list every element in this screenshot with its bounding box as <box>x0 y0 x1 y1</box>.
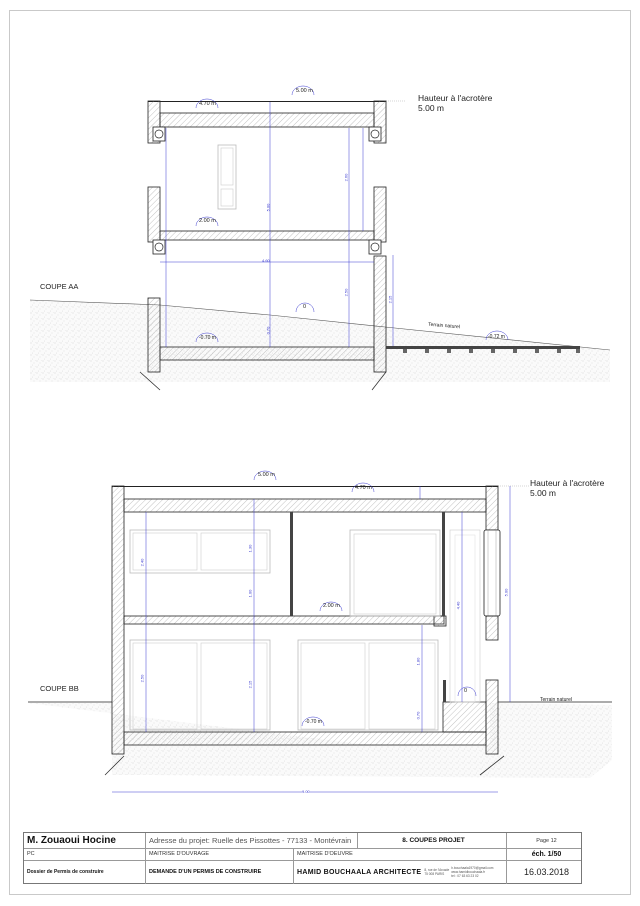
pc-label: PC <box>24 848 146 860</box>
coupe-bb-acrotere-value: 5.00 m <box>530 488 556 498</box>
architect-block <box>294 860 507 884</box>
level-bb-floor1: 2.00 m <box>323 603 340 609</box>
architect-address-1: 8, rue de l'Arcade <box>424 868 450 872</box>
architect-address-2: 75 008 PARIS <box>424 872 445 876</box>
dim-bb-lower-left: 2.50 <box>139 674 145 683</box>
coupe-bb <box>28 486 612 792</box>
dim-bb-stair: 4.40 <box>455 601 461 610</box>
coupe-aa-terrain-label: Terrain naturel <box>427 321 461 331</box>
coupe-bb-terrain-label: Terrain naturel <box>540 697 572 703</box>
maitrise-ouvrage-label: MAITRISE D'OUVRAGE <box>146 848 294 860</box>
architect-name: HAMID BOUCHAALA ARCHITECTE <box>297 868 422 876</box>
page-number: Page 12 <box>536 837 557 844</box>
dim-aa-floor: 2.60 <box>343 173 349 182</box>
dim-aa-width: 4.60 <box>262 258 270 263</box>
level-aa-roof: 4.70 m <box>199 101 216 107</box>
level-aa-top: 5.00 m <box>296 88 313 94</box>
dim-bb-total: 5.00 <box>503 588 509 597</box>
date: 16.03.2018 <box>523 867 570 877</box>
level-bb-top: 5.00 m <box>258 472 275 478</box>
maitrise-oeuvre-label: MAITRISE D'OEUVRE <box>294 848 507 860</box>
coupe-bb-title: COUPE BB <box>40 684 79 693</box>
dim-bb-sill: 1.00 <box>247 589 253 598</box>
level-aa-floor1: 2.00 m <box>199 218 216 224</box>
dim-aa-d7: 0.70 <box>265 326 271 335</box>
coupe-aa-acrotere-label: Hauteur à l'acrotère <box>418 93 493 103</box>
coupe-aa-title: COUPE AA <box>40 282 79 291</box>
level-bb-ground: 0 <box>464 688 468 694</box>
coupe-bb-acrotere-label: Hauteur à l'acrotère <box>530 478 605 488</box>
level-aa-basement: -0.70 m <box>199 335 216 341</box>
level-bb-basement: -0.70 m <box>305 719 322 725</box>
dossier-label: Dossier de Permis de construire <box>24 860 146 884</box>
project-address: Adresse du projet: Ruelle des Pissottes - 77133 - Montévrain <box>149 836 352 845</box>
architect-web: www.hamidbouchaala.fr <box>451 870 486 874</box>
sheet-title: 8. COUPES PROJET <box>357 833 507 848</box>
architect-email: h.bouchaala1970@gmail.com <box>451 866 494 870</box>
demande-label: DEMANDE D'UN PERMIS DE CONSTRUIRE <box>146 860 294 884</box>
dim-bb-upper-left: 2.40 <box>139 558 145 567</box>
title-block <box>23 832 582 884</box>
coupe-aa <box>30 101 610 390</box>
dim-aa-lower: 2.50 <box>343 288 349 297</box>
dim-bb-r2: 0.70 <box>415 711 421 720</box>
level-marker-icons <box>196 86 508 726</box>
dim-bb-win: 1.30 <box>247 544 253 553</box>
level-aa-terrace: -0.72 m <box>488 334 505 340</box>
scale: éch. 1/50 <box>531 850 562 858</box>
dim-aa-right: 2.15 <box>387 295 393 304</box>
level-aa-ground: 0 <box>303 304 307 310</box>
dim-bb-r1: 1.80 <box>415 657 421 666</box>
architect-tel: tel : 07 63 63 23 02 <box>451 874 479 878</box>
coupe-aa-acrotere-value: 5.00 m <box>418 103 444 113</box>
level-bb-roof: 4.70 m <box>355 485 372 491</box>
dim-aa-total: 5.00 <box>265 203 271 212</box>
owner-name: M. Zouaoui Hocine <box>24 833 146 848</box>
dim-bb-width: 9.00 <box>302 789 310 794</box>
dim-bb-door: 2.15 <box>247 680 253 689</box>
